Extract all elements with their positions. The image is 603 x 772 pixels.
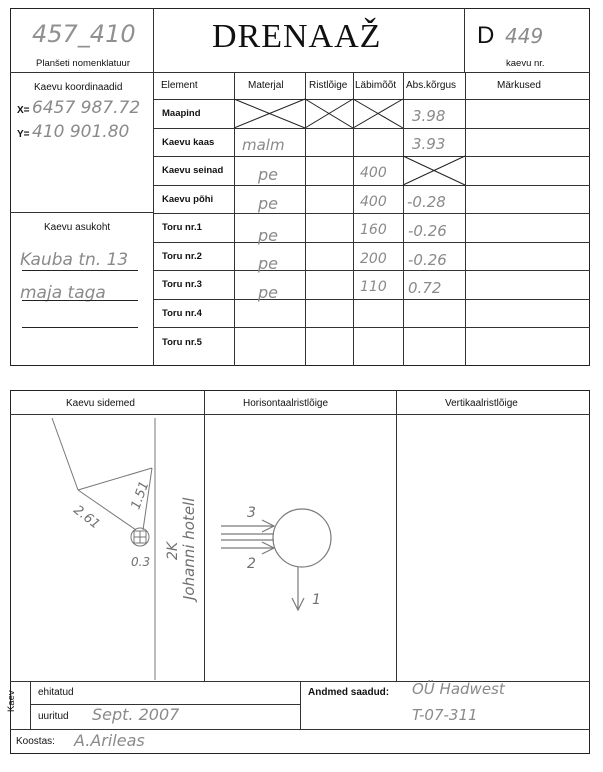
coords-x-prefix: X=: [17, 105, 30, 116]
row-element-6: Toru nr.3: [162, 279, 202, 290]
panel-right-title: Vertikaalristlõige: [445, 398, 518, 409]
table-row-line-2: [153, 156, 590, 157]
location-rule-2: [22, 300, 138, 301]
header-bottom-line: [10, 72, 590, 73]
table-col-line-4: [403, 72, 404, 366]
well-number: 449: [505, 24, 544, 48]
coords-label: Kaevu koordinaadid: [34, 82, 123, 93]
row-elevation-4: -0.26: [408, 222, 447, 240]
row-diameter-4: 160: [360, 222, 387, 238]
row-elevation-1: 3.93: [412, 135, 446, 153]
table-row-line-4: [153, 213, 590, 214]
row-material-6: pe: [258, 283, 278, 302]
sketch-offset: 0.3: [131, 555, 151, 569]
sketch-pipe1-label: 1: [312, 592, 321, 608]
panel-divider-2: [396, 390, 397, 681]
footer-built-label: ehitatud: [38, 687, 74, 698]
well-prefix: D: [477, 22, 495, 49]
coords-y-prefix: Y=: [17, 129, 30, 140]
row-material-4: pe: [258, 226, 278, 245]
table-row-line-6: [153, 270, 590, 271]
header-divider-right: [464, 8, 465, 72]
footer-source-divider: [300, 681, 301, 729]
row-element-1: Kaevu kaas: [162, 137, 215, 148]
col-header-elevation: Abs.kõrgus: [406, 80, 457, 91]
sketch-dist1: 2.61: [70, 502, 103, 533]
row-elevation-3: -0.28: [407, 193, 446, 211]
row-element-0: Maapind: [162, 108, 201, 119]
row-material-1: malm: [242, 136, 285, 154]
row-material-3: pe: [258, 194, 278, 213]
row-diameter-5: 200: [360, 251, 387, 267]
footer-author-value: A.Arileas: [74, 731, 145, 750]
row-element-3: Kaevu põhi: [162, 194, 214, 205]
sheet-label: Planšeti nomenklatuur: [36, 58, 130, 69]
table-row-line-8: [153, 327, 590, 328]
page-title: DRENAAŽ: [212, 18, 382, 55]
col-header-material: Materjal: [248, 80, 284, 91]
location-rule-3: [22, 327, 138, 328]
well-label: kaevu nr.: [506, 58, 545, 69]
location-rule-1: [22, 270, 138, 271]
panel-divider-1: [204, 390, 205, 681]
table-col-line-2: [305, 72, 306, 366]
header-divider-left: [153, 8, 154, 366]
row-material-2: pe: [258, 165, 278, 184]
location-line1: Kauba tn. 13: [20, 250, 129, 270]
footer-source-line1: OÜ Hadwest: [412, 680, 505, 698]
sketch-dist2: 1.51: [128, 479, 153, 512]
sketch-building-code: 2K: [165, 541, 181, 560]
footer-author-label: Koostas:: [16, 736, 55, 747]
row-element-4: Toru nr.1: [162, 222, 202, 233]
col-header-remarks: Märkused: [497, 80, 541, 91]
col-header-element: Element: [161, 80, 198, 91]
sketch-pipe3-label: 3: [247, 505, 256, 521]
table-row-line-3: [153, 185, 590, 186]
table-col-line-3: [353, 72, 354, 366]
footer-source-label: Andmed saadud:: [308, 687, 390, 698]
panel-header-line: [10, 414, 590, 415]
footer-kaev-divider: [30, 681, 31, 729]
table-col-line-1: [234, 72, 235, 366]
row-diameter-3: 400: [360, 194, 387, 210]
footer-measured-label: uuritud: [38, 711, 69, 722]
footer-side-label: Kaev: [6, 690, 17, 712]
location-line2: maja taga: [20, 283, 106, 303]
row-elevation-6: 0.72: [408, 279, 442, 297]
table-header-line: [153, 99, 590, 100]
row-element-7: Toru nr.4: [162, 308, 202, 319]
panel-middle-title: Horisontaalristlõige: [243, 398, 329, 409]
footer-bottom-line: [10, 729, 590, 730]
row-diameter-6: 110: [360, 279, 387, 295]
coords-y-value: 410 901.80: [32, 122, 130, 142]
sheet-value: 457_410: [32, 20, 136, 48]
row-element-2: Kaevu seinad: [162, 165, 224, 176]
footer-source-line2: T-07-311: [412, 706, 478, 724]
row-elevation-5: -0.26: [408, 251, 447, 269]
table-row-line-1: [153, 128, 590, 129]
col-header-cross-section: Ristlõige: [309, 80, 348, 91]
row-element-5: Toru nr.2: [162, 251, 202, 262]
panel-left-title: Kaevu sidemed: [66, 398, 135, 409]
col-header-diameter: Läbimõõt: [355, 80, 397, 91]
row-element-8: Toru nr.5: [162, 337, 202, 348]
sketch-building-name: Johanni hotell: [180, 497, 198, 600]
sketch-pipe2-label: 2: [247, 556, 256, 572]
coords-x-value: 6457 987.72: [32, 98, 141, 118]
table-row-line-7: [153, 299, 590, 300]
row-material-5: pe: [258, 254, 278, 273]
coords-location-divider: [10, 212, 153, 213]
table-row-line-5: [153, 242, 590, 243]
row-elevation-0: 3.98: [412, 107, 446, 125]
row-diameter-2: 400: [360, 165, 387, 181]
table-col-line-5: [465, 72, 466, 366]
location-label: Kaevu asukoht: [44, 222, 111, 233]
footer-measured-value: Sept. 2007: [92, 705, 180, 724]
